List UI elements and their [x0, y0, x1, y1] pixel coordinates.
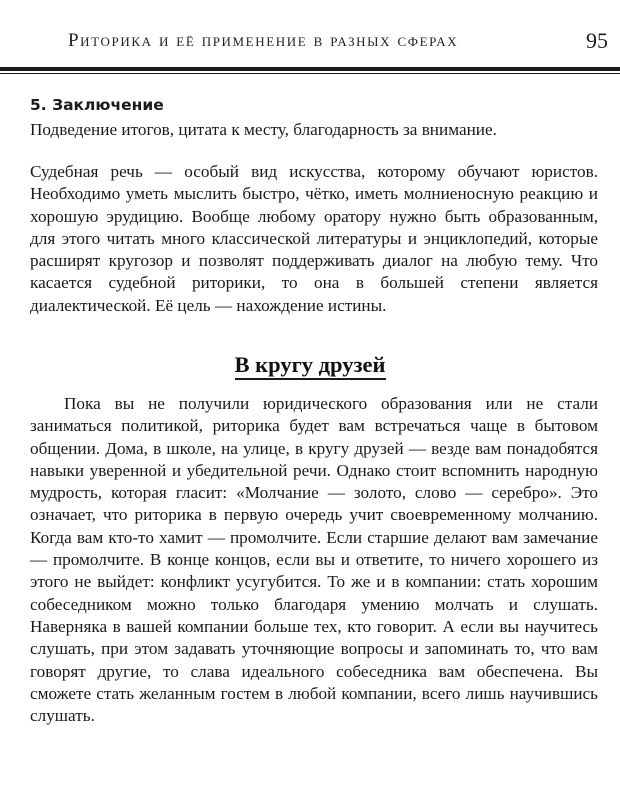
court-speech-paragraph: Судебная речь — особый вид искусства, которому обучают юристов. Необходимо уметь мыслить быстро, чётко, иметь молниеносную реакцию и хорошую эрудицию. Вообще любому оратору нужно быть образованным, для этого читать много классической литературы и энциклопедий, которые расширят кругозор и позволят поддерживать диалог на любую тему. Что касается судебной риторики, то она в большей степени является диалектической. Её цель — нахождение истины. — [30, 162, 598, 315]
chapter-heading — [0, 352, 620, 378]
running-title: Риторика и её применение в разных сферах — [68, 30, 459, 51]
header-rule-thick — [0, 67, 620, 71]
header-rule-thin — [0, 73, 620, 74]
running-head — [68, 30, 608, 60]
friends-paragraph: Пока вы не получили юридического образования или не стали заниматься политикой, риторика будет вам встречаться чаще в бытовом общении. Дома, в школе, на улице, в кругу друзей — везде вам понадобятся навыки уверенной и убедительной речи. Однако стоит вспомнить народную мудрость, которая гласит: «Молчание — золото, слово — серебро». Это означает, что риторика в первую очередь учит своевременному молчанию. Когда вам кто-то хамит — промолчите. Если старшие делают вам замечание — промолчите. В конце концов, если вы и ответите, то ничего хорошего из этого не выйдет: конфликт усугубится. То же и в компании: стать хорошим собеседником можно только благодаря умению молчать и слушать. Наверняка в вашей компании больше тех, кто говорит. А если вы научитесь слушать, при этом задавать уточняющие вопросы и запоминать то, что вам говорят другие, то слава идеального собеседника вам обеспечена. Вы сможете стать желанным гостем в любой компании, всего лишь научившись слушать. — [30, 394, 598, 726]
page-number: 95 — [586, 28, 608, 53]
chapter-heading-text: В кругу друзей — [235, 352, 386, 380]
section-summary: Подведение итогов, цитата к месту, благодарность за внимание. — [30, 120, 497, 139]
section-heading: 5. Заключение — [30, 96, 164, 114]
